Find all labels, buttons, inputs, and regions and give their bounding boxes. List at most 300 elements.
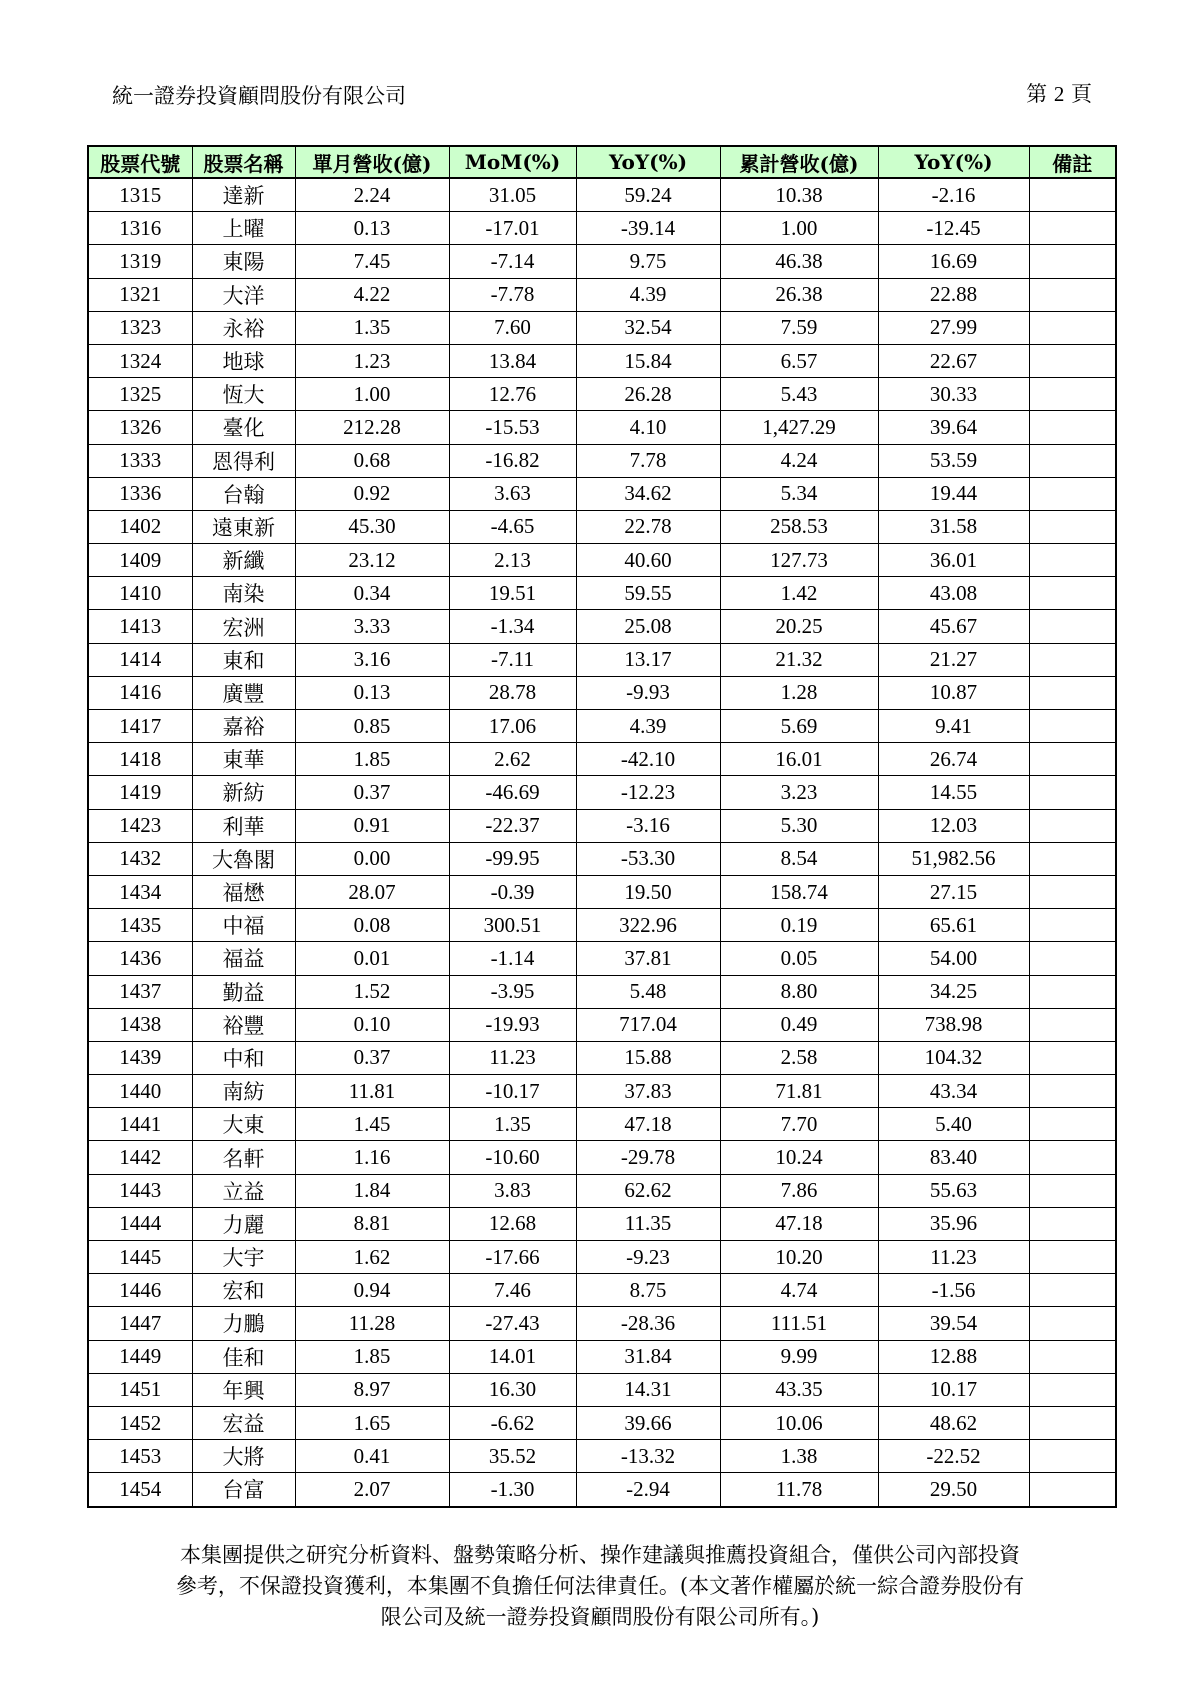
cell-code: 1442: [88, 1141, 192, 1174]
cell-mom: 7.60: [449, 311, 576, 344]
cell-name: 恆大: [192, 378, 295, 411]
cell-note: [1029, 1440, 1116, 1473]
cell-name: 大洋: [192, 278, 295, 311]
cell-yoy: -29.78: [576, 1141, 720, 1174]
cell-code: 1445: [88, 1241, 192, 1274]
table-row: [88, 278, 1116, 311]
cell-note: [1029, 544, 1116, 577]
cell-cumulative-revenue: 11.78: [720, 1473, 878, 1507]
table-row: [88, 444, 1116, 477]
cell-yoy: 15.88: [576, 1041, 720, 1074]
table-row: [88, 1340, 1116, 1373]
cell-cumulative-yoy: -12.45: [878, 212, 1029, 245]
table-row: [88, 710, 1116, 743]
cell-monthly-revenue: 0.85: [295, 710, 449, 743]
cell-cumulative-revenue: 71.81: [720, 1075, 878, 1108]
cell-cumulative-yoy: 65.61: [878, 909, 1029, 942]
cell-cumulative-revenue: 5.34: [720, 477, 878, 510]
cell-yoy: 4.39: [576, 278, 720, 311]
cell-code: 1447: [88, 1307, 192, 1340]
cell-monthly-revenue: 1.35: [295, 311, 449, 344]
cell-mom: -22.37: [449, 809, 576, 842]
cell-note: [1029, 1473, 1116, 1507]
cell-cumulative-revenue: 3.23: [720, 776, 878, 809]
table-row: [88, 1274, 1116, 1307]
cell-name: 力鵬: [192, 1307, 295, 1340]
cell-code: 1402: [88, 510, 192, 543]
cell-mom: -99.95: [449, 842, 576, 875]
cell-cumulative-revenue: 5.43: [720, 378, 878, 411]
cell-cumulative-yoy: 54.00: [878, 942, 1029, 975]
cell-name: 大將: [192, 1440, 295, 1473]
cell-monthly-revenue: 0.92: [295, 477, 449, 510]
cell-name: 東和: [192, 643, 295, 676]
cell-mom: -6.62: [449, 1406, 576, 1439]
cell-note: [1029, 245, 1116, 278]
cell-yoy: -12.23: [576, 776, 720, 809]
cell-monthly-revenue: 0.13: [295, 212, 449, 245]
cell-cumulative-revenue: 158.74: [720, 875, 878, 908]
cell-code: 1321: [88, 278, 192, 311]
table-row: [88, 1075, 1116, 1108]
cell-mom: -19.93: [449, 1008, 576, 1041]
cell-mom: -7.14: [449, 245, 576, 278]
cell-cumulative-yoy: 12.88: [878, 1340, 1029, 1373]
cell-yoy: 15.84: [576, 344, 720, 377]
cell-cumulative-revenue: 0.49: [720, 1008, 878, 1041]
cell-code: 1316: [88, 212, 192, 245]
cell-mom: -7.11: [449, 643, 576, 676]
cell-yoy: 37.81: [576, 942, 720, 975]
cell-name: 福益: [192, 942, 295, 975]
cell-cumulative-revenue: 127.73: [720, 544, 878, 577]
cell-cumulative-revenue: 0.19: [720, 909, 878, 942]
cell-cumulative-yoy: 45.67: [878, 610, 1029, 643]
cell-cumulative-revenue: 26.38: [720, 278, 878, 311]
table-row: [88, 1207, 1116, 1240]
cell-cumulative-yoy: 43.08: [878, 577, 1029, 610]
cell-yoy: 22.78: [576, 510, 720, 543]
cell-yoy: 26.28: [576, 378, 720, 411]
cell-mom: -10.17: [449, 1075, 576, 1108]
cell-name: 中福: [192, 909, 295, 942]
cell-note: [1029, 975, 1116, 1008]
cell-monthly-revenue: 0.68: [295, 444, 449, 477]
cell-code: 1441: [88, 1108, 192, 1141]
cell-cumulative-revenue: 21.32: [720, 643, 878, 676]
table-row: [88, 809, 1116, 842]
cell-code: 1434: [88, 875, 192, 908]
cell-monthly-revenue: 0.41: [295, 1440, 449, 1473]
cell-monthly-revenue: 0.91: [295, 809, 449, 842]
cell-monthly-revenue: 0.10: [295, 1008, 449, 1041]
cell-mom: 12.68: [449, 1207, 576, 1240]
cell-note: [1029, 444, 1116, 477]
disclaimer-line: 限公司及統一證券投資顧問股份有限公司所有。): [380, 1605, 820, 1629]
cell-code: 1315: [88, 178, 192, 212]
cell-cumulative-yoy: 21.27: [878, 643, 1029, 676]
cell-monthly-revenue: 1.62: [295, 1241, 449, 1274]
cell-monthly-revenue: 0.00: [295, 842, 449, 875]
cell-mom: 13.84: [449, 344, 576, 377]
cell-yoy: 4.10: [576, 411, 720, 444]
cell-note: [1029, 875, 1116, 908]
cell-cumulative-yoy: -1.56: [878, 1274, 1029, 1307]
cell-yoy: -28.36: [576, 1307, 720, 1340]
cell-cumulative-yoy: -22.52: [878, 1440, 1029, 1473]
cell-yoy: 717.04: [576, 1008, 720, 1041]
col-header-mom: MoM(%): [449, 146, 576, 178]
table-row: [88, 245, 1116, 278]
cell-name: 南染: [192, 577, 295, 610]
cell-note: [1029, 676, 1116, 709]
cell-note: [1029, 411, 1116, 444]
cell-yoy: -9.23: [576, 1241, 720, 1274]
cell-mom: 2.62: [449, 743, 576, 776]
cell-cumulative-revenue: 6.57: [720, 344, 878, 377]
cell-note: [1029, 909, 1116, 942]
cell-name: 裕豐: [192, 1008, 295, 1041]
cell-code: 1444: [88, 1207, 192, 1240]
table-row: [88, 510, 1116, 543]
table-row: [88, 1241, 1116, 1274]
table-row: [88, 1174, 1116, 1207]
cell-cumulative-yoy: -2.16: [878, 178, 1029, 212]
cell-monthly-revenue: 0.08: [295, 909, 449, 942]
table-row: [88, 344, 1116, 377]
cell-code: 1414: [88, 643, 192, 676]
cell-monthly-revenue: 0.34: [295, 577, 449, 610]
cell-note: [1029, 1373, 1116, 1406]
cell-monthly-revenue: 1.85: [295, 743, 449, 776]
cell-note: [1029, 1174, 1116, 1207]
cell-code: 1416: [88, 676, 192, 709]
cell-cumulative-revenue: 47.18: [720, 1207, 878, 1240]
cell-name: 新纖: [192, 544, 295, 577]
cell-name: 上曜: [192, 212, 295, 245]
cell-cumulative-revenue: 1.28: [720, 676, 878, 709]
cell-mom: -17.66: [449, 1241, 576, 1274]
cell-code: 1418: [88, 743, 192, 776]
cell-note: [1029, 643, 1116, 676]
cell-name: 宏和: [192, 1274, 295, 1307]
cell-monthly-revenue: 1.00: [295, 378, 449, 411]
cell-mom: -0.39: [449, 875, 576, 908]
cell-name: 新紡: [192, 776, 295, 809]
cell-note: [1029, 1108, 1116, 1141]
cell-note: [1029, 1274, 1116, 1307]
cell-code: 1417: [88, 710, 192, 743]
cell-monthly-revenue: 28.07: [295, 875, 449, 908]
col-header-code: 股票代號: [88, 146, 192, 178]
cell-cumulative-revenue: 1.42: [720, 577, 878, 610]
table-row: [88, 643, 1116, 676]
cell-name: 大魯閣: [192, 842, 295, 875]
cell-yoy: -3.16: [576, 809, 720, 842]
cell-cumulative-revenue: 8.54: [720, 842, 878, 875]
cell-cumulative-revenue: 16.01: [720, 743, 878, 776]
cell-code: 1413: [88, 610, 192, 643]
cell-cumulative-revenue: 1.38: [720, 1440, 878, 1473]
cell-name: 臺化: [192, 411, 295, 444]
table-row: [88, 1041, 1116, 1074]
cell-monthly-revenue: 2.24: [295, 178, 449, 212]
cell-monthly-revenue: 0.01: [295, 942, 449, 975]
cell-monthly-revenue: 1.45: [295, 1108, 449, 1141]
cell-name: 東陽: [192, 245, 295, 278]
col-header-note: 備註: [1029, 146, 1116, 178]
cell-cumulative-yoy: 10.17: [878, 1373, 1029, 1406]
cell-mom: 16.30: [449, 1373, 576, 1406]
table-row: [88, 1473, 1116, 1507]
cell-yoy: 34.62: [576, 477, 720, 510]
table-row: [88, 1406, 1116, 1439]
cell-cumulative-revenue: 111.51: [720, 1307, 878, 1340]
cell-name: 東華: [192, 743, 295, 776]
cell-cumulative-revenue: 258.53: [720, 510, 878, 543]
cell-code: 1419: [88, 776, 192, 809]
cell-mom: -17.01: [449, 212, 576, 245]
cell-code: 1439: [88, 1041, 192, 1074]
cell-mom: -27.43: [449, 1307, 576, 1340]
cell-cumulative-yoy: 55.63: [878, 1174, 1029, 1207]
table-row: [88, 842, 1116, 875]
cell-note: [1029, 510, 1116, 543]
cell-cumulative-revenue: 4.24: [720, 444, 878, 477]
cell-code: 1410: [88, 577, 192, 610]
cell-yoy: 9.75: [576, 245, 720, 278]
cell-cumulative-yoy: 9.41: [878, 710, 1029, 743]
cell-cumulative-yoy: 34.25: [878, 975, 1029, 1008]
col-header-cumulative-yoy: YoY(%): [878, 146, 1029, 178]
cell-code: 1438: [88, 1008, 192, 1041]
cell-code: 1453: [88, 1440, 192, 1473]
cell-name: 永裕: [192, 311, 295, 344]
company-name: 統一證券投資顧問股份有限公司: [112, 84, 406, 108]
cell-yoy: 47.18: [576, 1108, 720, 1141]
cell-monthly-revenue: 8.81: [295, 1207, 449, 1240]
cell-note: [1029, 942, 1116, 975]
cell-name: 大宇: [192, 1241, 295, 1274]
cell-name: 立益: [192, 1174, 295, 1207]
cell-note: [1029, 278, 1116, 311]
cell-mom: -4.65: [449, 510, 576, 543]
cell-yoy: 8.75: [576, 1274, 720, 1307]
cell-note: [1029, 1141, 1116, 1174]
cell-code: 1440: [88, 1075, 192, 1108]
cell-note: [1029, 344, 1116, 377]
cell-cumulative-revenue: 7.59: [720, 311, 878, 344]
cell-monthly-revenue: 2.07: [295, 1473, 449, 1507]
cell-yoy: 59.24: [576, 178, 720, 212]
cell-note: [1029, 378, 1116, 411]
cell-code: 1423: [88, 809, 192, 842]
cell-cumulative-revenue: 8.80: [720, 975, 878, 1008]
table-row: [88, 942, 1116, 975]
cell-mom: 28.78: [449, 676, 576, 709]
cell-cumulative-yoy: 83.40: [878, 1141, 1029, 1174]
cell-monthly-revenue: 23.12: [295, 544, 449, 577]
cell-code: 1326: [88, 411, 192, 444]
cell-note: [1029, 1008, 1116, 1041]
cell-yoy: -2.94: [576, 1473, 720, 1507]
cell-monthly-revenue: 0.13: [295, 676, 449, 709]
cell-monthly-revenue: 8.97: [295, 1373, 449, 1406]
cell-cumulative-yoy: 29.50: [878, 1473, 1029, 1507]
cell-code: 1409: [88, 544, 192, 577]
cell-yoy: 13.17: [576, 643, 720, 676]
col-header-yoy: YoY(%): [576, 146, 720, 178]
cell-cumulative-revenue: 10.24: [720, 1141, 878, 1174]
cell-mom: -16.82: [449, 444, 576, 477]
cell-mom: 12.76: [449, 378, 576, 411]
cell-cumulative-revenue: 2.58: [720, 1041, 878, 1074]
cell-mom: 3.83: [449, 1174, 576, 1207]
cell-monthly-revenue: 212.28: [295, 411, 449, 444]
cell-cumulative-revenue: 1.00: [720, 212, 878, 245]
cell-cumulative-revenue: 5.30: [720, 809, 878, 842]
cell-name: 年興: [192, 1373, 295, 1406]
cell-mom: -7.78: [449, 278, 576, 311]
cell-note: [1029, 178, 1116, 212]
cell-cumulative-yoy: 26.74: [878, 743, 1029, 776]
cell-cumulative-revenue: 10.06: [720, 1406, 878, 1439]
cell-cumulative-yoy: 36.01: [878, 544, 1029, 577]
cell-monthly-revenue: 7.45: [295, 245, 449, 278]
cell-cumulative-yoy: 19.44: [878, 477, 1029, 510]
cell-monthly-revenue: 45.30: [295, 510, 449, 543]
cell-name: 宏益: [192, 1406, 295, 1439]
cell-cumulative-yoy: 12.03: [878, 809, 1029, 842]
cell-name: 宏洲: [192, 610, 295, 643]
table-row: [88, 577, 1116, 610]
cell-code: 1336: [88, 477, 192, 510]
cell-name: 台翰: [192, 477, 295, 510]
cell-cumulative-revenue: 9.99: [720, 1340, 878, 1373]
cell-name: 名軒: [192, 1141, 295, 1174]
cell-monthly-revenue: 1.23: [295, 344, 449, 377]
cell-yoy: -13.32: [576, 1440, 720, 1473]
cell-cumulative-revenue: 0.05: [720, 942, 878, 975]
cell-mom: 3.63: [449, 477, 576, 510]
cell-name: 利華: [192, 809, 295, 842]
cell-name: 佳和: [192, 1340, 295, 1373]
cell-cumulative-yoy: 14.55: [878, 776, 1029, 809]
cell-note: [1029, 776, 1116, 809]
cell-mom: -1.30: [449, 1473, 576, 1507]
cell-cumulative-yoy: 11.23: [878, 1241, 1029, 1274]
cell-cumulative-yoy: 27.99: [878, 311, 1029, 344]
cell-note: [1029, 1307, 1116, 1340]
disclaimer-line: 參考，不保證投資獲利，本集團不負擔任何法律責任。(本文著作權屬於統一綜合證券股份有: [175, 1574, 1025, 1598]
cell-mom: -46.69: [449, 776, 576, 809]
cell-yoy: 19.50: [576, 875, 720, 908]
cell-name: 嘉裕: [192, 710, 295, 743]
cell-cumulative-yoy: 30.33: [878, 378, 1029, 411]
table-row: [88, 676, 1116, 709]
table-row: [88, 1307, 1116, 1340]
cell-note: [1029, 1406, 1116, 1439]
cell-mom: 14.01: [449, 1340, 576, 1373]
cell-cumulative-yoy: 16.69: [878, 245, 1029, 278]
cell-yoy: 7.78: [576, 444, 720, 477]
cell-monthly-revenue: 0.94: [295, 1274, 449, 1307]
table-row: [88, 1440, 1116, 1473]
cell-mom: 31.05: [449, 178, 576, 212]
table-row: [88, 1008, 1116, 1041]
cell-code: 1432: [88, 842, 192, 875]
table-row: [88, 610, 1116, 643]
cell-yoy: -53.30: [576, 842, 720, 875]
cell-monthly-revenue: 1.84: [295, 1174, 449, 1207]
cell-code: 1435: [88, 909, 192, 942]
table-row: [88, 378, 1116, 411]
table-row: [88, 477, 1116, 510]
cell-cumulative-yoy: 10.87: [878, 676, 1029, 709]
cell-mom: 35.52: [449, 1440, 576, 1473]
cell-yoy: -9.93: [576, 676, 720, 709]
table-row: [88, 743, 1116, 776]
cell-note: [1029, 212, 1116, 245]
cell-yoy: 31.84: [576, 1340, 720, 1373]
cell-code: 1437: [88, 975, 192, 1008]
cell-note: [1029, 1241, 1116, 1274]
cell-note: [1029, 842, 1116, 875]
cell-cumulative-yoy: 51,982.56: [878, 842, 1029, 875]
cell-cumulative-revenue: 7.86: [720, 1174, 878, 1207]
cell-cumulative-yoy: 39.54: [878, 1307, 1029, 1340]
table-row: [88, 311, 1116, 344]
cell-yoy: 4.39: [576, 710, 720, 743]
cell-monthly-revenue: 1.16: [295, 1141, 449, 1174]
disclaimer: [100, 1540, 1100, 1633]
cell-monthly-revenue: 11.81: [295, 1075, 449, 1108]
cell-mom: -1.34: [449, 610, 576, 643]
cell-name: 廣豐: [192, 676, 295, 709]
cell-cumulative-revenue: 20.25: [720, 610, 878, 643]
page-suffix: 頁: [1071, 82, 1092, 106]
cell-name: 遠東新: [192, 510, 295, 543]
cell-yoy: 11.35: [576, 1207, 720, 1240]
cell-cumulative-yoy: 48.62: [878, 1406, 1029, 1439]
cell-mom: 2.13: [449, 544, 576, 577]
cell-code: 1324: [88, 344, 192, 377]
cell-note: [1029, 477, 1116, 510]
cell-cumulative-yoy: 22.88: [878, 278, 1029, 311]
cell-yoy: 25.08: [576, 610, 720, 643]
cell-note: [1029, 1075, 1116, 1108]
cell-cumulative-yoy: 738.98: [878, 1008, 1029, 1041]
cell-yoy: 14.31: [576, 1373, 720, 1406]
cell-cumulative-yoy: 39.64: [878, 411, 1029, 444]
cell-cumulative-revenue: 43.35: [720, 1373, 878, 1406]
cell-cumulative-revenue: 1,427.29: [720, 411, 878, 444]
cell-yoy: 5.48: [576, 975, 720, 1008]
col-header-cumulative-revenue: 累計營收(億): [720, 146, 878, 178]
table-header-row: [88, 146, 1116, 178]
cell-name: 大東: [192, 1108, 295, 1141]
cell-code: 1333: [88, 444, 192, 477]
cell-yoy: 322.96: [576, 909, 720, 942]
table-row: [88, 1141, 1116, 1174]
cell-monthly-revenue: 1.85: [295, 1340, 449, 1373]
cell-monthly-revenue: 3.16: [295, 643, 449, 676]
cell-code: 1319: [88, 245, 192, 278]
table-row: [88, 975, 1116, 1008]
cell-yoy: -39.14: [576, 212, 720, 245]
cell-note: [1029, 809, 1116, 842]
cell-note: [1029, 577, 1116, 610]
